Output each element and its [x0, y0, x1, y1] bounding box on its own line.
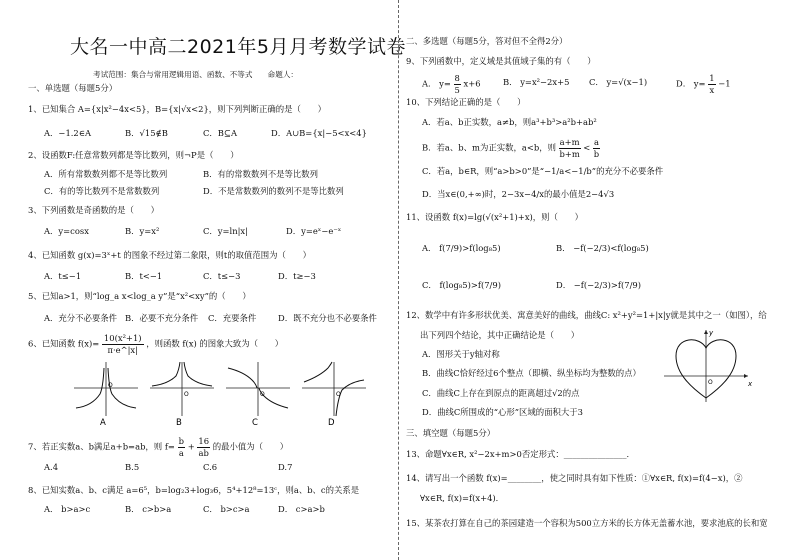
- q6-graph-b: [150, 362, 214, 416]
- left-column: [28, 0, 390, 560]
- q6-stem: [28, 333, 283, 355]
- q8-option-a: A． b>a>c: [44, 504, 91, 514]
- q6-fraction: [102, 333, 144, 355]
- q6-graph-a: [74, 362, 138, 416]
- svg-text:O: O: [108, 382, 113, 389]
- section-single-choice: 一、单选题（每题5分）: [28, 83, 118, 93]
- q6-graphs: [72, 358, 372, 428]
- q14-line2: ∀x∈R, f(x)=f(x+4)．: [420, 493, 505, 503]
- q7-stem: [28, 436, 288, 458]
- q7-option-a: A.4: [44, 462, 59, 472]
- q6-graph-c: [226, 362, 290, 416]
- q10-b-den2: b: [593, 148, 600, 159]
- q5-option-d: D．既不充分也不必要条件: [278, 313, 377, 323]
- svg-text:O: O: [260, 391, 265, 398]
- q6-denominator: π·e^|x|: [107, 344, 138, 355]
- q10-option-c: C．若a，b∈R，则“a>b>0”是“−1/a<−1/b”的充分不必要条件: [422, 166, 664, 176]
- q12-option-a: A．图形关于y轴对称: [422, 349, 500, 359]
- q9-d-pre: D． y=: [676, 78, 706, 89]
- q3-option-d: D．y=eˣ−e⁻ˣ: [286, 226, 342, 236]
- q8-option-b: B． c>b>a: [125, 504, 172, 514]
- q1-option-d: D．A∪B={x|−5<x<4}: [271, 128, 367, 138]
- q2-option-b: B．有的常数数列不是等比数列: [203, 169, 319, 179]
- q7-frac2-den: ab: [198, 447, 209, 458]
- q6-label-b: B: [176, 418, 182, 428]
- q2-stem: 2、设函数F:任意常数列都是等比数列，则¬P是（ ）: [28, 150, 239, 160]
- q12-origin: O: [708, 379, 713, 386]
- q12-stem-line1: 12、数学中有许多形状优美、寓意美好的曲线，曲线C: x²+y²=1+|x|y就是其中之一（如图），给: [406, 310, 767, 320]
- q10-option-b: [422, 137, 600, 159]
- q4-option-b: B．t<−1: [125, 271, 163, 281]
- q6-graph-d: [302, 362, 366, 416]
- q7-plus: +: [187, 441, 195, 452]
- q9-a-post: x+6: [463, 78, 481, 89]
- q8-option-c: C． b>c>a: [203, 504, 250, 514]
- q12-axis-x: x: [748, 380, 752, 388]
- q9-stem: 9、下列函数中，定义域是其值域子集的有（ ）: [406, 56, 596, 66]
- q12-axis-y: y: [709, 329, 714, 337]
- q7-frac2-num: 16: [198, 436, 210, 446]
- q10-b-fraction-2: [593, 137, 600, 159]
- q6-stem-pre: 6、已知函数 f(x)=: [28, 338, 100, 349]
- q6-numerator: 10(x²+1): [103, 333, 142, 343]
- q9-d-num: 1: [709, 73, 715, 83]
- q12-heart-figure: [662, 326, 752, 404]
- q9-a-fraction: [454, 73, 461, 95]
- q10-b-pre: B．若a、b、m为正实数，a<b，则: [422, 142, 556, 153]
- column-divider: [398, 0, 399, 560]
- q5-stem: 5、已知a>1，则“log_a x<log_a y”是“x²<xy”的（ ）: [28, 291, 251, 301]
- q5-option-c: C．充要条件: [208, 313, 257, 323]
- q9-option-b: B． y=x²−2x+5: [503, 77, 570, 87]
- q10-b-mid: <: [583, 142, 591, 153]
- q7-option-d: D.7: [278, 462, 293, 472]
- q10-b-fraction-1: [559, 137, 581, 159]
- q9-a-den: 5: [454, 84, 460, 95]
- section-fill-in: 三、填空题（每题5分）: [406, 428, 496, 438]
- q7-fraction-1: [178, 436, 185, 458]
- q9-option-c: C． y=√(x−1): [589, 77, 648, 87]
- q4-option-c: C．t≤−3: [203, 271, 241, 281]
- right-column: [406, 0, 776, 560]
- q8-option-d: D． c>a>b: [278, 504, 325, 514]
- q5-option-a: A．充分不必要条件: [44, 313, 118, 323]
- svg-text:O: O: [336, 391, 341, 398]
- q3-option-a: A．y=cosx: [44, 226, 89, 236]
- q7-stem-post: 的最小值为（ ）: [212, 441, 289, 452]
- q4-stem: 4、已知函数 g(x)=3ˣ+t 的图象不经过第二象限，则t的取值范围为（ ）: [28, 250, 312, 260]
- q8-stem: 8、已知实数a、b、c满足 a=6⁵，b=log₂3+log₃6，5⁴+12⁸=13ᶜ，则a、b、c的关系是: [28, 485, 360, 495]
- q1-option-b: B．√15∉B: [125, 128, 168, 138]
- q12-option-b: B．曲线C恰好经过6个整点（即横、纵坐标均为整数的点）: [422, 368, 641, 378]
- q3-option-b: B．y=x²: [125, 226, 160, 236]
- exam-meta: 考试范围：集合与常用逻辑用语、函数、不等式 命题人：: [93, 70, 299, 79]
- q10-b-num2: a: [593, 137, 599, 147]
- q6-stem-post: ，则函数 f(x) 的图象大致为（ ）: [146, 338, 284, 349]
- q1-option-a: A．−1.2∈A: [44, 128, 92, 138]
- q11-option-a: A． f(7/9)>f(log₈5): [422, 243, 501, 253]
- q10-option-a: A．若a、b正实数，a≠b，则a³+b³>a²b+ab²: [422, 117, 597, 127]
- q4-option-d: D．t≥−3: [278, 271, 316, 281]
- q9-d-post: −1: [718, 78, 731, 89]
- q7-frac1-den: a: [178, 447, 184, 458]
- q13: 13、命题∀x∈R, x²−2x+m>0否定形式：_______________．: [406, 449, 635, 459]
- q9-option-a: [422, 73, 481, 95]
- section-multiple-choice: 二、多选题（每题5分，答对但不全得2分）: [406, 36, 568, 46]
- q7-stem-pre: 7、若正实数a、b满足a+b=ab，则 f=: [28, 441, 175, 452]
- q5-option-b: B．必要不充分条件: [125, 313, 199, 323]
- q7-option-b: B.5: [125, 462, 140, 472]
- q7-option-c: C.6: [203, 462, 218, 472]
- q1-stem: 1、已知集合 A={x|x²−4x<5}，B={x|√x<2}，则下列判断正确的是（ ）: [28, 104, 327, 114]
- q14-line1: 14、请写出一个函数 f(x)=________，使之同时具有如下性质：①∀x∈R, f(x)=f(4−x)，②: [406, 473, 743, 483]
- q2-option-c: C．有的等比数列不是常数数列: [44, 186, 160, 196]
- q3-stem: 3、下列函数是奇函数的是（ ）: [28, 205, 159, 215]
- q2-option-a: A．所有常数数列都不是等比数列: [44, 169, 168, 179]
- q10-stem: 10、下列结论正确的是（ ）: [406, 97, 526, 107]
- q7-fraction-2: [197, 436, 210, 458]
- svg-text:O: O: [184, 391, 189, 398]
- q12-option-d: D．曲线C所围成的“心形”区域的面积大于3: [422, 407, 584, 417]
- q11-option-d: D． −f(−2/3)>f(7/9): [556, 280, 642, 290]
- q7-frac1-num: b: [178, 436, 185, 446]
- q9-a-pre: A． y=: [422, 78, 451, 89]
- q6-label-c: C: [252, 418, 258, 428]
- q10-option-d: D．当x∈(0,+∞)时，2−3x−4/x的最小值是2−4√3: [422, 189, 615, 199]
- q9-a-num: 8: [454, 73, 460, 83]
- q9-option-d: [676, 73, 731, 95]
- q6-label-a: A: [100, 418, 106, 428]
- q9-d-den: x: [709, 84, 715, 95]
- q10-b-num: a+m: [559, 137, 580, 147]
- page-title: 大名一中高二2021年5月月考数学试卷: [70, 36, 406, 58]
- q12-stem-line2: 出下列四个结论，其中正确结论是（ ）: [420, 330, 580, 340]
- q2-option-d: D．不是常数数列的数列不是等比数列: [203, 186, 344, 196]
- q10-b-den: b+m: [559, 148, 580, 159]
- q4-option-a: A．t≤−1: [44, 271, 82, 281]
- q11-option-c: C． f(log₈5)>f(7/9): [422, 280, 501, 290]
- q12-option-c: C．曲线C上存在到原点的距离超过√2的点: [422, 388, 580, 398]
- q6-label-d: D: [328, 418, 335, 428]
- q9-d-fraction: [708, 73, 715, 95]
- q11-option-b: B． −f(−2/3)<f(log₈5): [556, 243, 649, 253]
- q15: 15、某茶农打算在自己的茶园建造一个容积为500立方米的长方体无盖蓄水池，要求池底的长和宽: [406, 518, 768, 528]
- q3-option-c: C．y=ln|x|: [203, 226, 248, 236]
- q11-stem: 11、设函数 f(x)=lg(√(x²+1)+x)，则（ ）: [406, 212, 584, 222]
- q1-option-c: C．B⊆A: [203, 128, 238, 138]
